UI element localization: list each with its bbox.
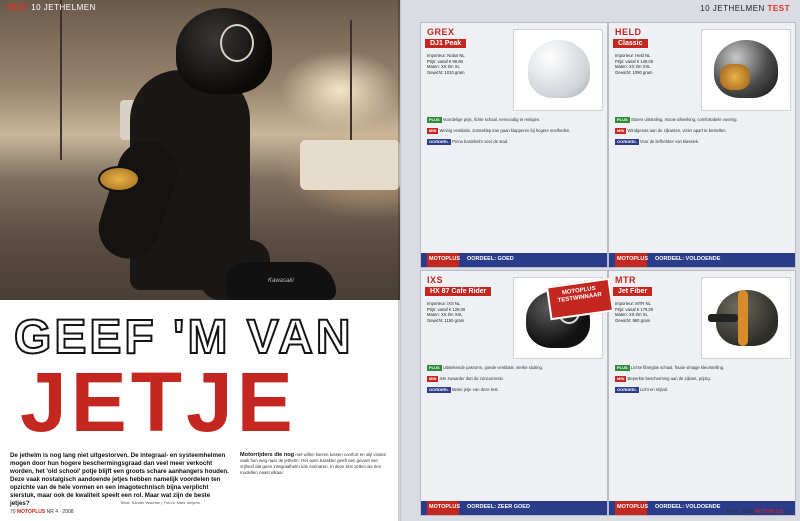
body-text: niet willen kiezen tussen comfort en stijl vinden vaak hun weg naar de jethelm. Het open karakter geeft een gevoel van vrijheid dat geen integraalhelm kan evenaren. In deze test zetten we tien modellen naast elkaar. <box>240 452 387 475</box>
helmet-peak <box>708 314 738 322</box>
helmet-model: DJ1 Peak <box>425 39 466 48</box>
min-tag: MIN <box>617 128 625 134</box>
min-text: Windgeruis aan de zijkanten, vizier apart te bestellen. <box>627 128 727 134</box>
body-lead: Motorrijders die nog <box>240 452 295 458</box>
verdict-text: Voor de liefhebber van klassiek. <box>639 139 700 145</box>
headline-top: GEEF 'M VAN <box>14 311 354 364</box>
rating-label: MOTOPLUS <box>617 256 649 262</box>
rating-bar <box>609 253 795 267</box>
review-text <box>615 365 789 393</box>
headline-main: JETJE <box>20 355 297 449</box>
spec-line: Gewicht: 1090 gram <box>615 69 653 75</box>
helmet-specs <box>427 301 513 323</box>
helmet-photo <box>701 277 791 359</box>
helmet-photo <box>701 29 791 111</box>
motorcycle-tank <box>226 262 336 300</box>
helmet-brand: HELD <box>615 27 642 37</box>
spec-line: Importeur: Held NL <box>615 53 651 58</box>
plus-text: Lichte fiberglas schaal, fraaie vintage kleurstelling. <box>630 365 725 370</box>
spec-line: Prijs: vanaf € 179,00 <box>615 306 654 312</box>
rider-helmet <box>176 8 272 94</box>
rating-value: OORDEEL: VOLDOENDE <box>655 256 721 262</box>
helmet-photo <box>513 29 603 111</box>
page-number: 70 <box>10 509 16 515</box>
min-text: Weinig ventilatie, zonneklep kan gaan klapperen bij hogere snelheden. <box>439 128 571 134</box>
min-tag: MIN <box>617 376 625 382</box>
cover-photo <box>0 0 400 300</box>
helmet-stripe <box>738 290 748 346</box>
spread-gutter <box>398 0 402 521</box>
left-footer <box>10 509 74 515</box>
page-number: 71 <box>784 509 790 515</box>
plus-text: Voordelige prijs, lichte schaal, eenvoudig te reinigen. <box>442 117 541 122</box>
spec-line: Maten: XS t/m XXL <box>427 312 463 318</box>
badge-text: MOTOPLUS TESTWINNAAR <box>557 285 603 305</box>
helmet-model: Classic <box>613 39 648 48</box>
plus-tag: PLUS <box>429 365 440 370</box>
plus-tag: PLUS <box>429 117 440 122</box>
spec-line: Importeur: iXS NL <box>427 301 461 306</box>
verdict-tag: OORDEEL <box>617 387 637 393</box>
rating-value: OORDEEL: ZEER GOED <box>467 504 530 510</box>
rating-label: MOTOPLUS <box>429 256 461 262</box>
helmet-brand: GREX <box>427 27 455 37</box>
verdict-text: Licht en stijlvol. <box>639 387 669 393</box>
spec-line: Gewicht: 1010 gram <box>427 69 465 75</box>
spec-line: Maten: XS t/m XL <box>427 64 460 70</box>
helmet-card <box>420 22 608 268</box>
spec-line: Prijs: vanaf € 149,00 <box>615 58 654 64</box>
review-text <box>427 117 601 145</box>
plus-tag: PLUS <box>617 117 628 122</box>
helmet-visor <box>720 64 750 90</box>
review-text <box>427 365 601 393</box>
body-column <box>240 452 390 476</box>
section-kicker <box>6 3 96 12</box>
boat-mast <box>60 0 62 160</box>
header-topic: 10 JETHELMEN <box>700 4 765 13</box>
spec-line: Gewicht: 1150 gram <box>427 317 465 323</box>
verdict-tag: OORDEEL <box>429 139 449 145</box>
rating-bar <box>421 501 607 515</box>
plus-text: Stoere uitstraling, mooie afwerking, comfortabele voering. <box>630 117 738 122</box>
verdict-text: Beste jetje van deze test. <box>451 387 499 393</box>
min-text: Beperkte bescherming aan de zijkant, prijzig. <box>627 376 711 382</box>
rating-bar <box>421 253 607 267</box>
verdict-tag: OORDEEL <box>617 139 637 145</box>
verdict-tag: OORDEEL <box>429 387 449 393</box>
helmet-model: Jet Fiber <box>613 287 652 296</box>
helmet-card <box>608 270 796 516</box>
helmet-shape <box>528 40 590 98</box>
helmet-model: HX 87 Cafe Rider <box>425 287 491 296</box>
spec-line: Prijs: vanaf € 129,00 <box>427 306 466 312</box>
plus-text: Uitstekende pasvorm, goede ventilatie, sterke sluiting. <box>442 365 543 370</box>
helmet-specs <box>615 301 701 323</box>
helmet-card <box>608 22 796 268</box>
helmet-brand: MTR <box>615 275 636 285</box>
helmet-emblem <box>220 24 254 62</box>
spec-line: Prijs: vanaf € 99,95 <box>427 58 463 64</box>
min-tag: MIN <box>429 128 437 134</box>
motorcycle-mirror <box>98 166 140 192</box>
right-header <box>700 4 790 13</box>
review-text <box>615 117 789 145</box>
plus-tag: PLUS <box>617 365 628 370</box>
footer-brand: MOTOPLUS <box>754 509 784 515</box>
right-page <box>400 0 800 521</box>
kicker-test: TEST <box>6 3 29 12</box>
footer-issue: NR 4 · 2008 <box>46 509 74 515</box>
right-footer <box>726 509 790 515</box>
footer-issue: NR 4 · 2008 <box>726 509 754 515</box>
bike-brand: Kawasaki <box>268 278 294 284</box>
spec-line: Maten: XS t/m XXL <box>615 64 651 70</box>
intro-text: De jethelm is nog lang niet uitgestorven. De integraal- en systeemhelmen mogen door hun hogere beschermingsgraad dan veel meer verkocht worden, het 'old school' potje blijft een groots schare aanhangers houden. Deze vaak nostalgisch aandoende jetjes hebben namelijk voordelen ten opzichte van de hele vormen en een imagotechnisch bijna verplicht sierstuk, maar ook de kwaliteit speelt een rol. Maar wat zijn de beste jetjes? <box>10 452 229 507</box>
rating-value: OORDEEL: VOLDOENDE <box>655 504 721 510</box>
header-test: TEST <box>767 4 790 13</box>
spec-line: Importeur: Nolan NL <box>427 53 465 58</box>
rating-label: MOTOPLUS <box>617 504 649 510</box>
spec-line: Maten: XS t/m XL <box>615 312 648 318</box>
verdict-text: Prima basishelm voor de stad. <box>451 139 509 145</box>
photo-credit: Tekst: Sander Wachter | Foto's: Mark Neijens <box>120 500 200 505</box>
boat <box>300 140 400 190</box>
spec-line: Gewicht: 960 gram <box>615 317 651 323</box>
spec-line: Importeur: MTR NL <box>615 301 651 306</box>
rating-label: MOTOPLUS <box>429 504 461 510</box>
helmet-specs <box>427 53 513 75</box>
boat-mast <box>350 20 352 150</box>
helmet-brand: IXS <box>427 275 444 285</box>
min-tag: MIN <box>429 376 437 382</box>
footer-brand: MOTOPLUS <box>16 509 46 515</box>
helmet-specs <box>615 53 701 75</box>
kicker-topic: 10 JETHELMEN <box>31 3 96 12</box>
min-text: Iets zwaarder dan de concurrentie. <box>439 376 504 382</box>
rating-value: OORDEEL: GOED <box>467 256 514 262</box>
